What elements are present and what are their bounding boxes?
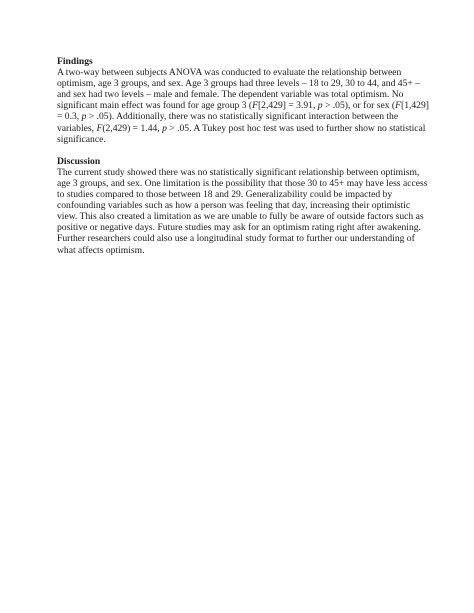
document-page xyxy=(57,56,429,256)
findings-line: optimism, age 3 groups, and sex. Age 3 groups had three levels – 18 to 29, 30 to 44, and 45+ – xyxy=(57,78,420,90)
discussion-line: Further researchers could also use a longitudinal study format to further our understanding of xyxy=(57,233,415,245)
discussion-paragraph xyxy=(57,166,428,256)
discussion-line: The current study showed there was no statistically significant relationship between optimism, xyxy=(57,166,420,178)
discussion-section xyxy=(57,155,428,256)
findings-line: significance. xyxy=(57,133,106,145)
findings-heading: Findings xyxy=(57,56,93,67)
discussion-line: what affects optimism. xyxy=(57,244,145,256)
findings-line: significant main effect was found for age group 3 (F[2,429] = 3.91, p > .05), or for sex (F[1,429] xyxy=(57,100,429,112)
findings-line: = 0.3, p > .05). Additionally, there was no statistically significant interaction between the xyxy=(57,111,399,123)
findings-line: A two-way between subjects ANOVA was conducted to evaluate the relationship between xyxy=(57,67,402,79)
section-spacer xyxy=(57,145,425,156)
discussion-line: to studies compared to those between 18 and 29. Generalizability could be impacted by xyxy=(57,189,393,201)
findings-line: variables, F(2,429) = 1.44, p > .05. A Tukey post hoc test was used to further show no statistical xyxy=(57,122,426,134)
findings-paragraph xyxy=(57,67,429,145)
discussion-line: positive or negative days. Future studies may ask for an optimism rating right after awakening. xyxy=(57,222,421,234)
discussion-line: age 3 groups, and sex. One limitation is the possibility that those 30 to 45+ may have less access xyxy=(57,177,428,189)
discussion-line: view. This also created a limitation as we are unable to fully be aware of outside factors such as xyxy=(57,211,424,223)
discussion-heading: Discussion xyxy=(57,155,101,167)
discussion-line: confounding variables such as how a person was feeling that day, increasing their optimistic xyxy=(57,200,411,212)
findings-section xyxy=(57,56,429,145)
findings-line: and sex had two levels – male and female. The dependent variable was total optimism. No xyxy=(57,89,404,101)
